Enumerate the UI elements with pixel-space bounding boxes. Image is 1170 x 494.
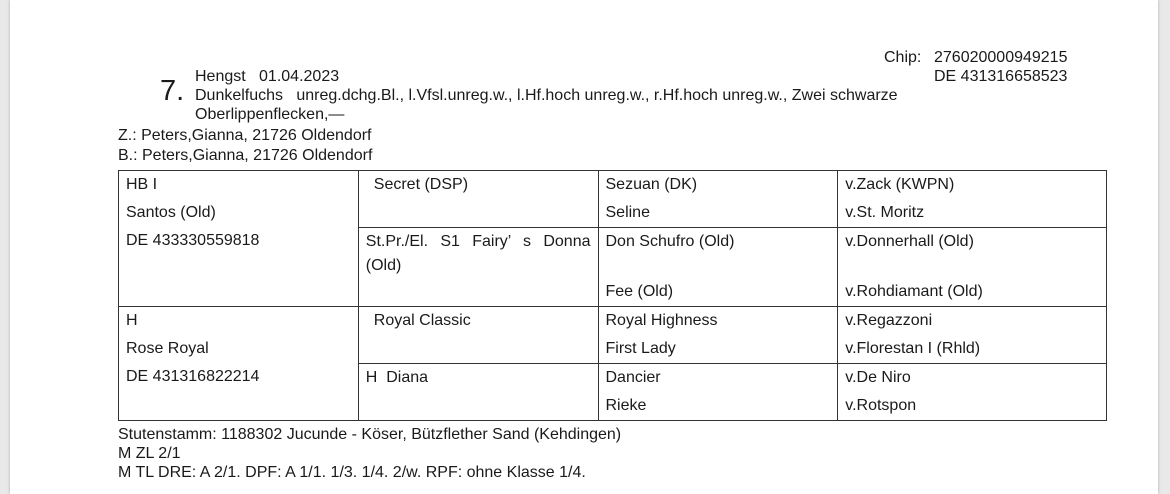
sire-sire-cell (358, 171, 598, 228)
chip-number: 276020000949215 (934, 49, 1068, 66)
dam-ueln: DE 431316822214 (126, 368, 260, 385)
gg-cell-4 (598, 364, 838, 421)
dam-dam-name: H Diana (365, 369, 429, 386)
gg-dam-line-sire-dam: First Lady (605, 340, 676, 357)
description-line-1: Dunkelfuchs unreg.dchg.Bl., l.Vfsl.unreg.w., l.Hf.hoch unreg.w., r.Hf.hoch unreg.w., Zwei schwarze (195, 87, 898, 104)
sire-name: Santos (Old) (126, 204, 216, 221)
chip-label: Chip: (884, 49, 922, 66)
dam-sire-name: Royal Classic (373, 312, 471, 329)
ggg-dam-2: v.Florestan I (Rhld) (845, 340, 981, 357)
sire-sire-name: Secret (DSP) (373, 176, 469, 193)
sire-dam-name: St.Pr./El. S1 Fairy’ s Donna (Old) (365, 233, 591, 274)
pedigree-row-dam (119, 307, 1107, 364)
gg-dam-line-sire-sire: Royal Highness (605, 312, 718, 329)
catalog-page (10, 0, 1158, 494)
sex-birthdate: Hengst 01.04.2023 (195, 68, 340, 85)
pedigree-row-sire (119, 171, 1107, 228)
ggg-cell-2 (838, 228, 1107, 307)
ggg-dam-1: v.Regazzoni (845, 312, 933, 329)
gg-sire-sire: Sezuan (DK) (605, 176, 698, 193)
ggg-cell-4 (838, 364, 1107, 421)
ggg-cell-1 (838, 171, 1107, 228)
dam-dam-cell (358, 364, 598, 421)
sire-book: HB I (126, 176, 158, 193)
sire-dam-cell (358, 228, 598, 307)
dam-book: H (126, 312, 138, 329)
dam-cell (119, 307, 359, 421)
ggg-2: v.St. Moritz (845, 204, 925, 221)
gg-cell-3 (598, 307, 838, 364)
mare-line: Stutenstamm: 1188302 Jucunde - Köser, Bützflether Sand (Kehdingen) (118, 426, 622, 443)
gg-dam-line-dam-dam: Rieke (605, 397, 647, 414)
owner: B.: Peters,Gianna, 21726 Oldendorf (118, 147, 373, 164)
gg-dam-dam: Fee (Old) (605, 283, 674, 300)
gg-sire-dam: Seline (605, 204, 650, 221)
description-line-2: Oberlippenflecken,— (195, 106, 345, 123)
ggg-dam-4: v.Rotspon (845, 397, 917, 414)
dam-name: Rose Royal (126, 340, 209, 357)
dam-sire-cell (358, 307, 598, 364)
gg-cell-2 (598, 228, 838, 307)
performance-line-1: M ZL 2/1 (118, 445, 181, 462)
performance-line-2: M TL DRE: A 2/1. DPF: A 1/1. 1/3. 1/4. 2/w. RPF: ohne Klasse 1/4. (118, 464, 586, 481)
sire-cell (119, 171, 359, 307)
ggg-cell-3 (838, 307, 1107, 364)
breeder: Z.: Peters,Gianna, 21726 Oldendorf (118, 127, 372, 144)
ggg-3: v.Donnerhall (Old) (845, 233, 974, 250)
ggg-4: v.Rohdiamant (Old) (845, 283, 983, 300)
gg-dam-line-dam-sire: Dancier (605, 369, 661, 386)
ueln-number: DE 431316658523 (934, 68, 1068, 85)
pedigree-table (118, 170, 1107, 421)
sire-ueln: DE 433330559818 (126, 232, 260, 249)
gg-dam-sire: Don Schufro (Old) (605, 233, 735, 250)
catalog-number: 7. (160, 75, 185, 107)
gg-cell-1 (598, 171, 838, 228)
ggg-1: v.Zack (KWPN) (845, 176, 955, 193)
ggg-dam-3: v.De Niro (845, 369, 911, 386)
